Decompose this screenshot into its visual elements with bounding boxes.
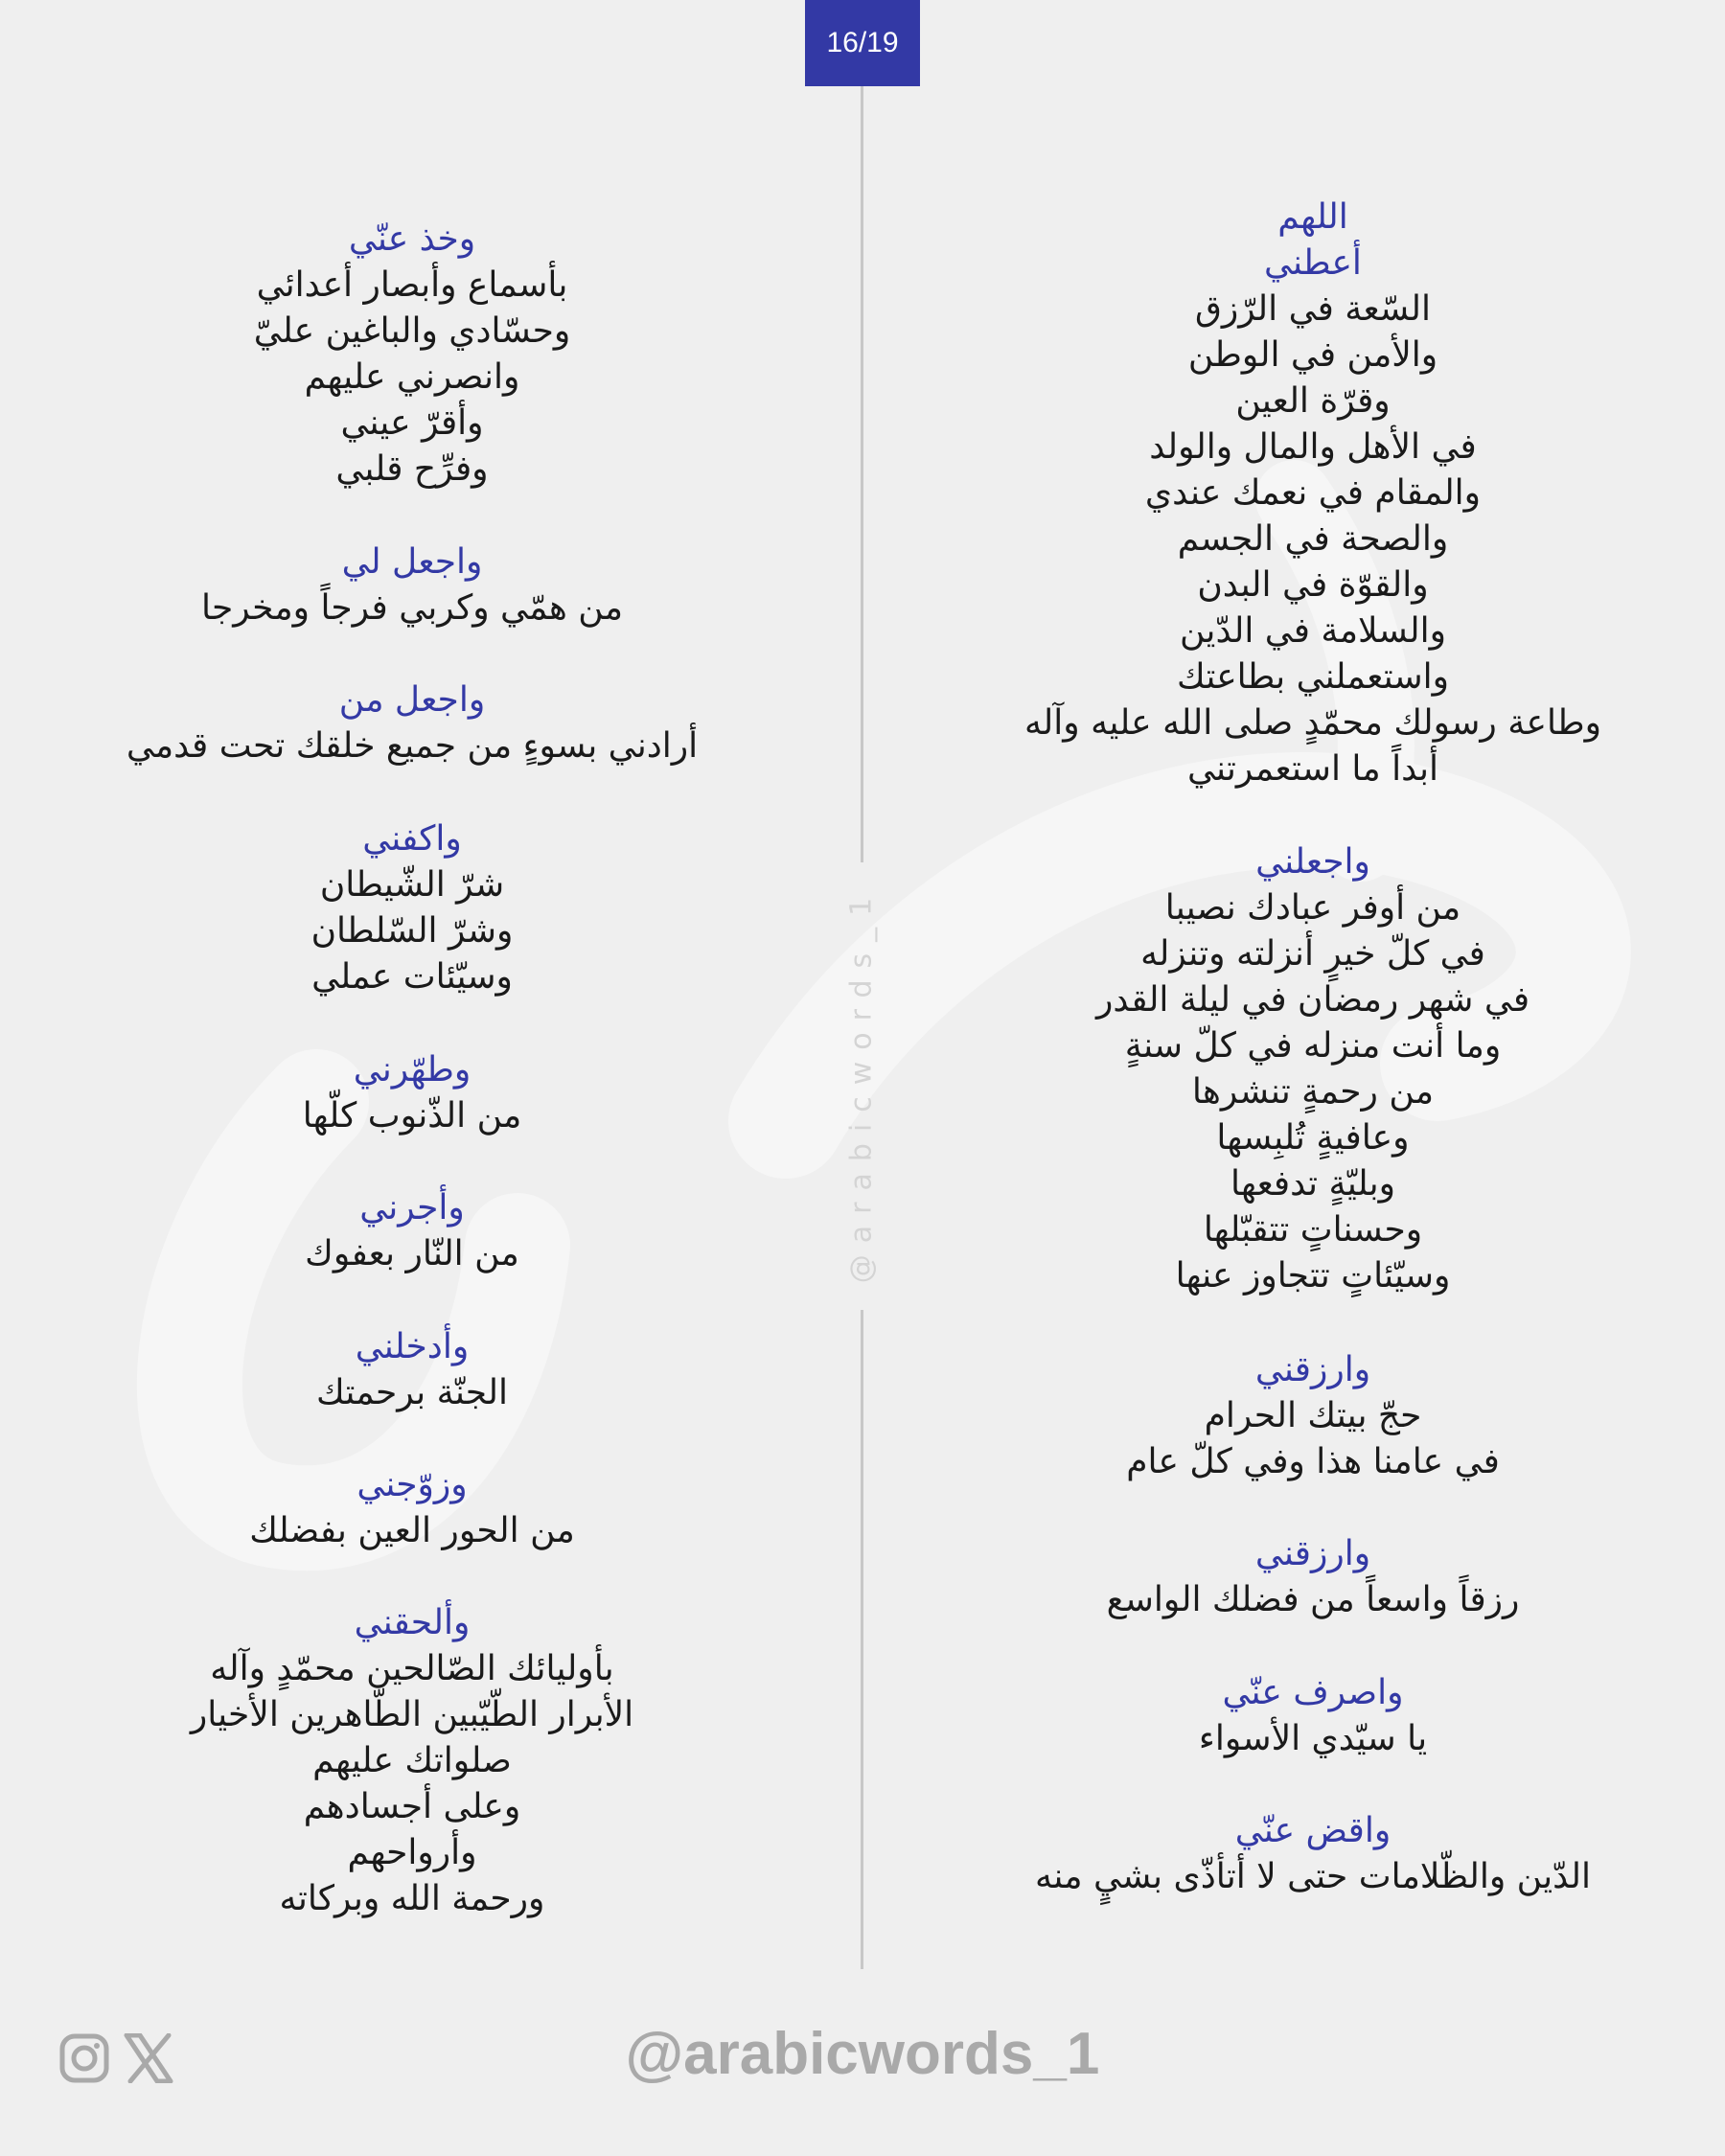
footer — [0, 2012, 1725, 2108]
stanza-heading: وخذ عنّي — [348, 219, 476, 259]
stanza-line: وما أنت منزله في كلّ سنةٍ — [1124, 1026, 1502, 1066]
stanza-line: وفرِّح قلبي — [335, 449, 489, 489]
stanza — [949, 1808, 1677, 1900]
stanza-line: من الذّنوب كلّها — [302, 1096, 522, 1135]
stanza-heading: واجعل من — [338, 680, 486, 720]
stanza-line: وبليّةٍ تدفعها — [1230, 1164, 1395, 1204]
stanza-line: في عامنا هذا وفي كلّ عام — [1126, 1442, 1500, 1481]
stanza-line: الأبرار الطّيّبين الطّاهرين الأخيار — [190, 1695, 634, 1734]
stanza — [48, 816, 776, 1000]
stanza-line: والأمن في الوطن — [1187, 335, 1438, 375]
stanza-line: في شهر رمضان في ليلة القدر — [1095, 980, 1530, 1020]
stanza-line: من رحمةٍ تنشرها — [1191, 1072, 1435, 1112]
stanza-line: من النّار بعفوك — [305, 1234, 519, 1273]
stanza-line: وحسّادي والباغين عليّ — [253, 311, 571, 351]
stanza-heading: وألحقني — [354, 1603, 471, 1642]
stanza-line: ورحمة الله وبركاته — [279, 1879, 545, 1918]
stanza-line: السّعة في الرّزق — [1194, 289, 1431, 329]
stanza — [48, 217, 776, 493]
stanza-line: وانصرني عليهم — [304, 357, 520, 397]
stanza-heading: وارزقني — [1254, 1350, 1371, 1389]
stanza-heading: واقض عنّي — [1234, 1811, 1392, 1850]
stanza-line: الجنّة برحمتك — [316, 1373, 508, 1412]
stanza-line: في كلّ خيرٍ أنزلته وتنزله — [1140, 934, 1485, 974]
stanza-line: والقوّة في البدن — [1197, 565, 1429, 605]
stanza-line: من أوفر عبادك نصيبا — [1164, 888, 1461, 928]
footer-handle: @arabicwords_1 — [625, 2021, 1100, 2087]
stanza-line: وشرّ السّلطان — [310, 911, 514, 951]
stanza-line: صلواتك عليهم — [312, 1741, 512, 1780]
stanza-heading: وزوّجني — [356, 1465, 468, 1504]
stanza-line: وأقرّ عيني — [340, 403, 484, 443]
stanza-heading: وطهّرني — [353, 1050, 472, 1089]
stanza-heading: واكفني — [362, 819, 462, 859]
stanza — [48, 1185, 776, 1277]
stanza-heading: واجعل لي — [341, 542, 483, 582]
stanza-line: من همّي وكربي فرجاً ومخرجا — [201, 588, 623, 628]
stanza-heading: اللهم — [1277, 197, 1348, 237]
stanza-line: وحسناتٍ تتقبّلها — [1203, 1210, 1423, 1250]
stanza-line: في الأهل والمال والولد — [1149, 427, 1477, 467]
stanza-heading: وأدخلني — [355, 1327, 470, 1366]
stanza-line: أبداً ما استعمرتني — [1186, 749, 1439, 789]
stanza — [949, 1531, 1677, 1623]
vertical-handle-watermark: @arabicwords_1 — [844, 885, 879, 1284]
stanza-line: والصحة في الجسم — [1177, 519, 1449, 559]
stanza-line: أرادني بسوءٍ من جميع خلقك تحت قدمي — [126, 726, 699, 766]
stanza-line: يا سيّدي الأسواء — [1198, 1719, 1428, 1758]
stanza — [949, 1347, 1677, 1485]
stanza — [949, 839, 1677, 1299]
stanza — [48, 677, 776, 769]
stanza — [48, 1047, 776, 1139]
page-indicator: 16/19 — [805, 0, 920, 86]
stanza-heading: وارزقني — [1254, 1534, 1371, 1573]
stanza-line: وسيّئات عملي — [311, 957, 513, 997]
stanza-line: رزقاً واسعاً من فضلك الواسع — [1106, 1580, 1520, 1619]
stanza-heading: وأجرني — [359, 1188, 465, 1227]
column-divider-top — [861, 86, 863, 862]
stanza-line: بأسماع وأبصار أعدائي — [256, 265, 568, 305]
stanza-line: وطاعة رسولك محمّدٍ صلى الله عليه وآله — [1024, 703, 1602, 743]
stanza-line: وقرّة العين — [1235, 381, 1391, 421]
stanza-line: شرّ الشّيطان — [319, 865, 505, 905]
column-divider-bottom — [861, 1310, 863, 1969]
stanza-line: وعلى أجسادهم — [303, 1787, 521, 1826]
stanza-heading: أعطني — [1264, 243, 1362, 283]
stanza-line: وعافيةٍ تُلبِسها — [1216, 1118, 1410, 1158]
stanza-line: بأوليائك الصّالحين محمّدٍ وآله — [210, 1649, 614, 1688]
stanza — [48, 1324, 776, 1416]
stanza-heading: واصرف عنّي — [1222, 1673, 1404, 1712]
stanza-line: والمقام في نعمك عندي — [1144, 473, 1482, 513]
stanza-line: الدّين والظّلامات حتى لا أتأذّى بشيٍ منه — [1035, 1857, 1591, 1896]
stanza-line: وأرواحهم — [347, 1833, 477, 1872]
stanza — [48, 539, 776, 631]
stanza — [949, 1670, 1677, 1762]
stanza-heading: واجعلني — [1255, 842, 1370, 882]
stanza-line: وسيّئاتٍ تتجاوز عنها — [1175, 1256, 1451, 1296]
stanza — [949, 195, 1677, 792]
stanza — [48, 1600, 776, 1922]
stanza — [48, 1462, 776, 1554]
stanza-line: حجّ بيتك الحرام — [1204, 1396, 1422, 1435]
stanza-line: من الحور العين بفضلك — [249, 1511, 575, 1550]
stanza-line: واستعملني بطاعتك — [1176, 657, 1450, 697]
stanza-line: والسلامة في الدّين — [1180, 611, 1446, 651]
